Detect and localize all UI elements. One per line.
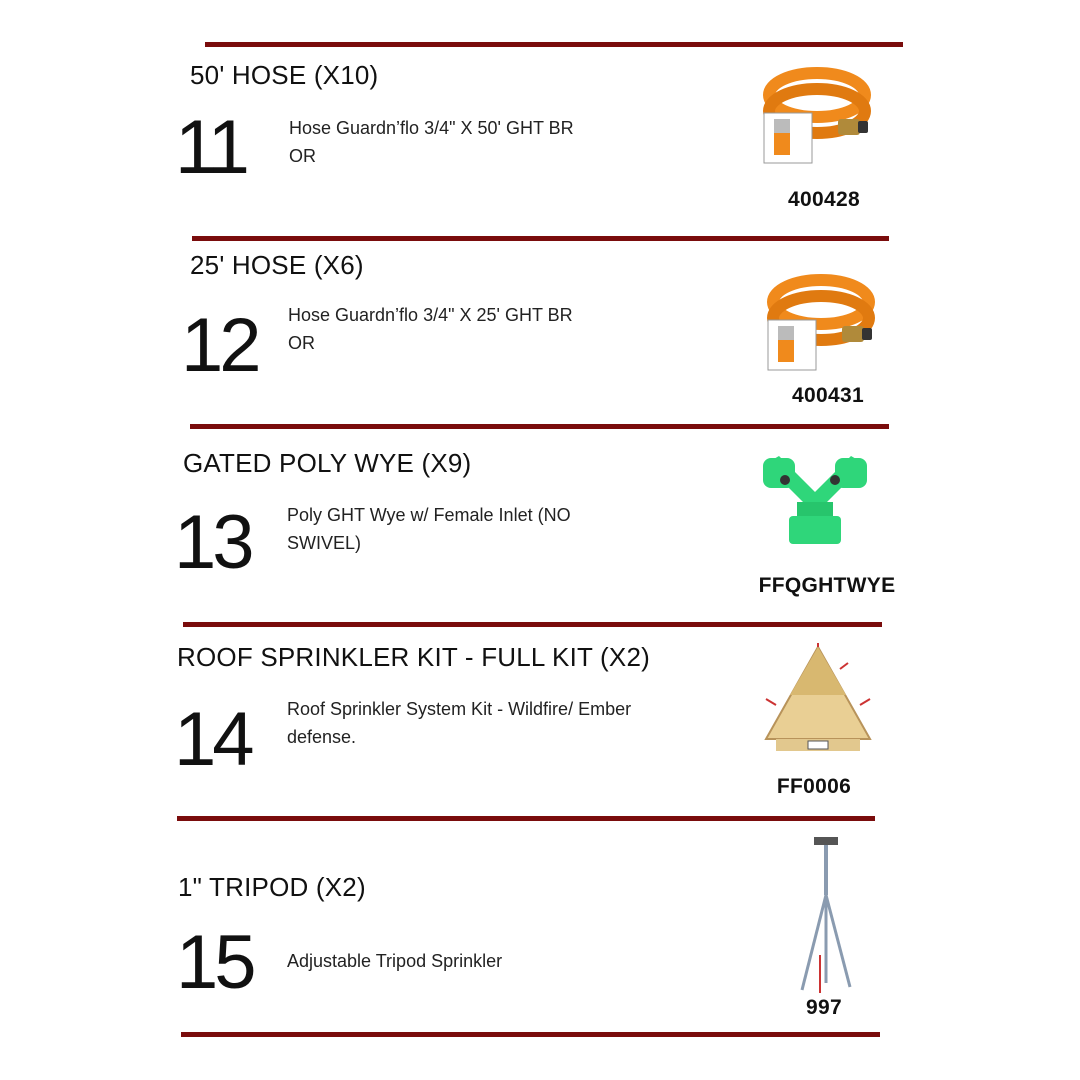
item-sku: 400431 [792,384,864,407]
item-number: 11 [175,105,246,190]
item-number: 14 [174,697,251,782]
item-description [287,695,707,751]
item-number: 15 [176,920,253,1005]
green-wye-icon [755,452,875,547]
description-line-1: Hose Guardn’flo 3/4" X 25' GHT BR [288,305,573,325]
divider-bottom [181,1032,880,1037]
item-description [288,301,708,357]
item-number: 13 [174,500,251,585]
item-sku: FF0006 [776,775,852,798]
orange-hose-icon [766,272,876,372]
description-line-2: defense. [287,727,357,747]
description-line-2: SWIVEL) [287,533,362,553]
item-description [287,501,707,557]
divider-3 [183,622,882,627]
item-title: 1" TRIPOD (X2) [178,872,366,902]
description-line-2: OR [289,146,316,166]
item-title: GATED POLY WYE (X9) [183,448,472,478]
description-line-2: OR [288,333,315,353]
divider-4 [177,816,875,821]
item-title: 25' HOSE (X6) [190,250,364,280]
tripod-sprinkler-icon [796,835,856,995]
orange-hose-icon [762,65,872,165]
roof-house-icon [760,643,876,755]
item-number: 12 [181,303,258,388]
item-title: 50' HOSE (X10) [190,60,379,90]
divider-top [205,42,903,47]
item-sku: 997 [806,996,842,1019]
divider-1 [192,236,889,241]
description-line-1: Adjustable Tripod Sprinkler [287,951,503,971]
item-description [289,114,709,170]
description-line-1: Hose Guardn’flo 3/4" X 50' GHT BR [289,118,574,138]
description-line-1: Poly GHT Wye w/ Female Inlet (NO [287,505,571,525]
item-title: ROOF SPRINKLER KIT - FULL KIT (X2) [177,642,650,672]
divider-2 [190,424,889,429]
item-description [287,947,707,975]
description-line-1: Roof Sprinkler System Kit - Wildfire/ Ember [287,699,632,719]
item-sku: FFQGHTWYE [758,574,896,597]
item-sku: 400428 [788,188,860,211]
